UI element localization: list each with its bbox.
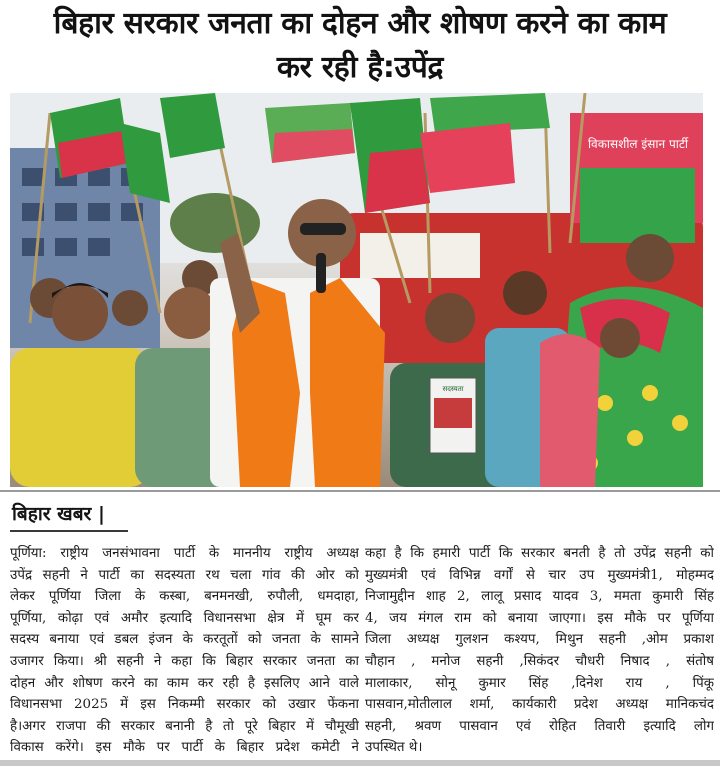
headline-line-2: कर रही है:उपेंद्र [276, 50, 444, 85]
rally-photo-illustration [10, 93, 703, 487]
article-line: है।अगर राजपा की सरकार बनानी है तो पूरे बिहार में चौमूखी [10, 718, 359, 734]
article-line: 4, जय मंगल राम को बनाया जाएगा। इस मौके पर पूर्णिया [365, 610, 714, 626]
bottom-border [0, 760, 720, 766]
article-line: निजामुद्दीन शाह 2, लालू प्रसाद यादव 3, ममता कुमारी सिंह [365, 589, 714, 605]
article-line: सहनी, श्रवण पासवान एवं रोहित तिवारी इत्यादि लोग [365, 718, 714, 734]
microphone-icon [316, 253, 326, 293]
article-line: उपस्थित थे। [365, 740, 423, 756]
article-line: सदस्य बनाया एवं डबल इंजन के करतूतों को जनता के सामने [10, 632, 359, 648]
article-line: उपेंद्र सहनी ने पार्टी का सदस्यता रथ चला गांव की ओर को [10, 567, 359, 583]
section-tag-underline [10, 530, 128, 532]
article-column-left [10, 543, 359, 759]
article-line: विधानसभा 2025 में इस निकम्मी सरकार को उखार फेंकना [10, 697, 359, 713]
article-line: मालाकार, सोनू कुमार सिंह ,दिनेश राय , पिंकू [365, 675, 714, 691]
leaflet-text: सदस्यता [442, 385, 464, 393]
article-line: पूर्णिया: राष्ट्रीय जनसंभावना पार्टी के माननीय राष्ट्रीय अध्यक्ष [10, 546, 359, 561]
article-line: लेकर पूर्णिया जिला के कस्बा, बनमनखी, रुपौली, धमदाहा, [10, 589, 359, 605]
banner-text: विकासशील इंसान पार्टी [587, 137, 689, 151]
article-line: उजागर किया। श्री सहनी ने कहा कि बिहार सरकार जनता का [10, 653, 359, 669]
divider [0, 490, 720, 492]
article-line: पासवान,मोतीलाल शर्मा, कार्यकारी प्रदेश अध्यक्ष मानिकचंद [365, 697, 714, 713]
headline-line-1: बिहार सरकार जनता का दोहन और शोषण करने का काम [53, 6, 667, 41]
article-line: विकास करेंगे। इस मौके पर पार्टी के बिहार प्रदेश कमेटी ने [10, 740, 359, 756]
article-line: चौहान , मनोज सहनी ,सिकंदर चौधरी निषाद , संतोष [365, 653, 714, 669]
section-tag: बिहार खबर | [12, 503, 105, 525]
article-line: कहा है कि हमारी पार्टी कि सरकार बनती है तो उपेंद्र सहनी को [365, 546, 714, 561]
person-yellow-shirt [10, 348, 150, 487]
article-line: मुख्यमंत्री एवं विभिन्न वर्गों से चार उप मुख्यमंत्री1, मोहम्मद [365, 567, 714, 583]
article-line: पूर्णिया, कोढ़ा एवं अमौर इत्यादि विधानसभा क्षेत्र में घूम कर [10, 610, 359, 626]
news-photo [10, 93, 703, 487]
article-column-right [365, 543, 714, 759]
article-line: दोहन और शोषण करने का काम कर रही है इसलिए आने वाले [10, 675, 359, 691]
headline [8, 2, 712, 90]
article-line: जिला अध्यक्ष गुलशन कश्यप, मिथुन सहनी ,ओम प्रकाश [365, 632, 714, 648]
